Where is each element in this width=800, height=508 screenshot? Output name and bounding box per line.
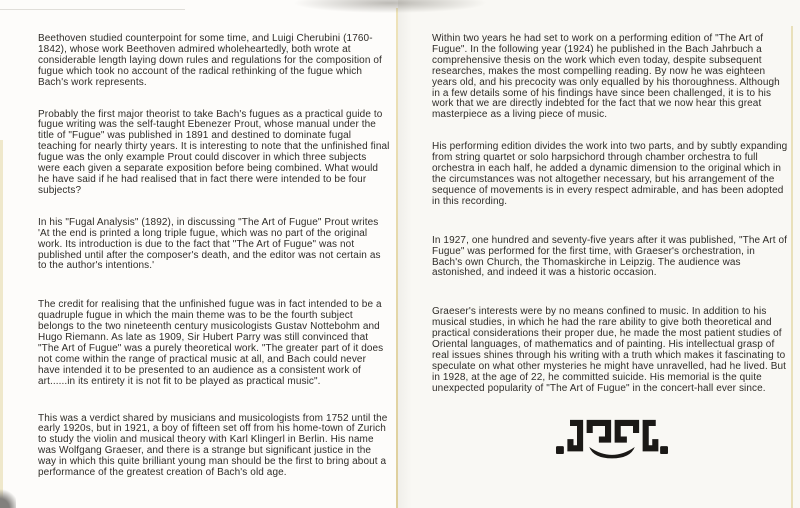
right-text-column [432, 34, 788, 416]
page-gutter-fold [396, 8, 398, 508]
publisher-mark-icon [556, 417, 668, 463]
paragraph: In his "Fugal Analysis" (1892), in discussing "The Art of Fugue" Prout writes 'At the end is printed a long triple fugue, which was no part of the original work. Its introduction is due to the fact that "The Art of Fugue" was not published until after the composer's death, and the editor was not certain as to the author's intentions.' [38, 216, 381, 272]
right-page [398, 0, 800, 508]
paragraph: Probably the first major theorist to take Bach's fugues as a practical guide to fugue writing was the self-taught Ebenezer Prout, whose manual under the title of "Fugue" was published in 1891 and destined to dominate fugal teaching for nearly thirty years. It is interesting to note that the unfinished final fugue was the only example Prout could discover in which three subjects were each given a separate exposition before being combined. What would he have said if he had realised that in fact there were intended to be four subjects? [38, 108, 390, 196]
paragraph: Within two years he had set to work on a performing edition of "The Art of Fugue". In the following year (1924) he published in the Bach Jahrbuch a comprehensive thesis on the work which even today, despite subsequent researches, makes the most compelling reading. By now he was eighteen years old, and his precocity was only equalled by his thoroughness. Although in a few details some of his findings have since been challenged, it is to his work that we are directly indebted for the fact that we now hear this great masterpiece as a living piece of music. [432, 33, 780, 121]
left-page [0, 0, 398, 508]
paragraph: This was a verdict shared by musicians and musicologists from 1752 until the early 1920s, but in 1921, a boy of fifteen set off from his home-town of Zurich to study the violin and musical theory with Karl Klingerl in Berlin. His name was Wolfgang Graeser, and there is a strange but significant justice in the way in which this quite brilliant young man should be the first to bring about a performance of the greatest creation of Bach's old age. [38, 412, 388, 479]
paragraph: His performing edition divides the work into two parts, and by subtly expanding from string quartet or solo harpsichord through chamber orchestra to full orchestra in each half, he added a dynamic dimension to the original which in the circumstances was not altogether necessary, but his arrangement of the sequence of movements is in every respect admirable, and has been adopted in this recording. [432, 141, 788, 207]
left-page-edge [0, 140, 3, 508]
paragraph: The credit for realising that the unfinished fugue was in fact intended to be a quadruple fugue in which the main theme was to be the fourth subject belongs to the two nineteenth century musicologists Gustav Nottebohm and Hugo Riemann. As late as 1909, Sir Hubert Parry was still convinced that "The Art of Fugue" was a purely theoretical work. "The greater part of it does not come within the range of practical music at all, and Bach could never have intended it to be presented to an audience as a consistent work of art......in its entirety it is not fit to be played as practical music". [38, 299, 384, 387]
spine-top-shadow [285, 0, 495, 14]
paragraph: Beethoven studied counterpoint for some time, and Luigi Cherubini (1760-1842), whose work Beethoven admired wholeheartedly, both wrote at considerable length laying down rules and regulations for the composition of fugue which took no account of the radical rethinking of the fugue which Bach's work represents. [38, 33, 382, 88]
scan-corner-shadow [0, 486, 16, 508]
paragraph: In 1927, one hundred and seventy-five years after it was published, "The Art of Fugue" was performed for the first time, with Graeser's orchestration, in Bach's own Church, the Thomaskirche in Leipzig. The audience was astonished, and indeed it was a historic occasion. [432, 234, 787, 279]
paragraph: Graeser's interests were by no means confined to music. In addition to his musical studies, in which he had the rare ability to give both theoretical and practical considerations their proper due, he made the most patient studies of Oriental languages, of mathematics and of painting. His intellectual grasp of real issues shines through his writing with a truth which makes it fascinating to speculate on what other mysteries he might have unravelled, had he lived. But in 1928, at the age of 22, he committed suicide. His memorial is the quite unexpected popularity of "The Art of Fugue" in the concert-hall ever since. [432, 306, 787, 394]
left-text-column [38, 34, 390, 500]
scan-top-line [0, 9, 185, 10]
right-page-edge [791, 26, 793, 508]
